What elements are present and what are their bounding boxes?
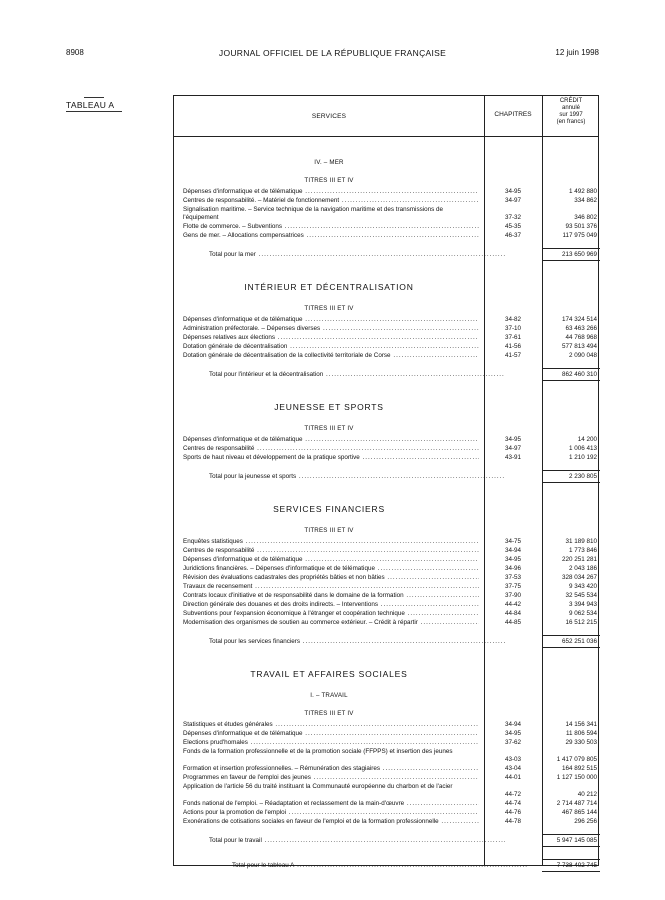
total-rule	[542, 635, 600, 636]
total-label: Total pour la jeunesse et sports .....	[209, 473, 505, 481]
row-label: Exonérations de cotisations sociales en faveur de l'emploi et de la formation professionnelle .....	[183, 818, 479, 826]
chapter-code: 46-37	[504, 232, 522, 239]
chapter-code: 44-72	[504, 791, 522, 798]
column-header-chapitres: CHAPITRES	[494, 111, 532, 118]
row-label: Sports de haut niveau et développement de la pratique sportive .....	[183, 454, 479, 462]
row-label: Travaux de recensement .....	[183, 583, 479, 591]
row-label: Centres de responsabilité. – Matériel de fonctionnement .....	[183, 197, 479, 205]
total-rule	[542, 859, 600, 860]
chapter-code: 34-75	[504, 538, 522, 545]
credit-amount: 213 650 969	[561, 251, 597, 258]
section-heading: INTÉRIEUR ET DÉCENTRALISATION	[244, 282, 414, 292]
total-rule	[542, 260, 600, 261]
chapter-code: 37-90	[504, 592, 522, 599]
credit-amount: 29 330 503	[565, 739, 597, 746]
total-rule	[542, 368, 600, 369]
chapter-code: 34-95	[504, 188, 522, 195]
chapter-code: 44-85	[504, 619, 522, 626]
credit-amount: 3 394 943	[568, 601, 597, 608]
total-rule	[542, 846, 600, 847]
section-subheading: TITRES III ET IV	[304, 177, 354, 184]
credit-amount: 174 324 514	[561, 316, 597, 323]
row-label: Programmes en faveur de l'emploi des jeunes .....	[183, 774, 479, 782]
total-label: Total pour l'intérieur et la décentralisation .....	[209, 371, 505, 379]
row-label: Dépenses d'informatique et de télématique .....	[183, 436, 479, 444]
total-rule	[542, 647, 600, 648]
chapter-code: 34-97	[504, 445, 522, 452]
section-heading: JEUNESSE ET SPORTS	[274, 402, 384, 412]
section-subheading: TITRES III ET IV	[304, 527, 354, 534]
credit-amount: 32 545 534	[565, 592, 597, 599]
credit-amount: 63 463 266	[565, 325, 597, 332]
journal-title: JOURNAL OFFICIEL DE LA RÉPUBLIQUE FRANÇAISE	[218, 48, 447, 58]
chapter-code: 43-04	[504, 765, 522, 772]
credit-amount: 1 210 192	[568, 454, 597, 461]
chapter-code: 34-95	[504, 730, 522, 737]
chapter-code: 44-78	[504, 818, 522, 825]
row-label: Actions pour la promotion de l'emploi .....	[183, 809, 479, 817]
credit-amount: 296 256	[574, 818, 597, 825]
credit-amount: 2 714 487 714	[556, 800, 597, 807]
chapter-code: 43-03	[504, 756, 522, 763]
credit-amount: 14 200	[577, 436, 597, 443]
row-label: Centres de responsabilité .....	[183, 445, 479, 453]
row-label: Juridictions financières. – Dépenses d'informatique et de télématique .....	[183, 565, 479, 573]
credit-amount: 11 806 594	[565, 730, 597, 737]
section-subheading: TITRES III ET IV	[304, 710, 354, 717]
credit-amount: 16 512 215	[565, 619, 597, 626]
chapter-code: 34-95	[504, 436, 522, 443]
row-label: Dépenses d'informatique et de télématique .....	[183, 730, 479, 738]
row-label: Fonds national de l'emploi. – Réadaptation et reclassement de la main-d'œuvre .....	[183, 800, 479, 808]
total-label: Total pour la mer .....	[209, 251, 505, 259]
credit-amount: 9 062 534	[568, 610, 597, 617]
credit-amount: 44 768 968	[565, 334, 597, 341]
chapter-code: 34-94	[504, 547, 522, 554]
chapter-code: 37-62	[504, 739, 522, 746]
credit-amount: 1 417 079 805	[556, 756, 597, 763]
row-label: Flotte de commerce. – Subventions .....	[183, 223, 479, 231]
row-label: Dotation générale de décentralisation .....	[183, 343, 479, 351]
row-label: Dépenses relatives aux élections .....	[183, 334, 479, 342]
credit-amount: 1 127 150 000	[556, 774, 597, 781]
total-rule	[542, 248, 600, 249]
chapter-code: 44-84	[504, 610, 522, 617]
total-rule	[542, 380, 600, 381]
row-label: Gens de mer. – Allocations compensatrices .....	[183, 232, 479, 240]
credit-amount: 1 773 846	[568, 547, 597, 554]
row-label: Élections prud'homales .....	[183, 739, 479, 747]
row-label: Dotation générale de décentralisation de la collectivité territoriale de Corse .....	[183, 352, 479, 360]
credit-amount: 93 501 376	[565, 223, 597, 230]
row-label: Centres de responsabilité .....	[183, 547, 479, 555]
chapter-code: 34-97	[504, 197, 522, 204]
chapter-code: 37-75	[504, 583, 522, 590]
header-rule	[174, 136, 598, 137]
chapter-code: 45-35	[504, 223, 522, 230]
chapter-code: 43-91	[504, 454, 522, 461]
credit-amount: 652 251 036	[561, 638, 597, 645]
chapter-code: 41-56	[504, 343, 522, 350]
page-number: 8908	[66, 48, 84, 57]
column-header-credit: CRÉDIT annulé sur 1997 (en francs)	[556, 98, 586, 125]
chapter-code: 44-42	[504, 601, 522, 608]
label-rule	[84, 97, 104, 98]
credit-amount: 1 492 880	[568, 188, 597, 195]
credit-amount: 9 343 420	[568, 583, 597, 590]
credit-amount: 2 043 186	[568, 565, 597, 572]
credit-amount: 40 212	[577, 791, 597, 798]
chapter-code: 37-53	[504, 574, 522, 581]
row-label: Subventions pour l'expansion économique à l'étranger et coopération technique .....	[183, 610, 479, 618]
total-rule	[542, 482, 600, 483]
credit-amount: 2 090 048	[568, 352, 597, 359]
total-label: Total pour le travail .....	[209, 837, 505, 845]
credit-amount: 31 189 810	[565, 538, 597, 545]
total-rule	[542, 834, 600, 835]
credit-amount: 1 006 413	[568, 445, 597, 452]
chapter-code: 34-94	[504, 721, 522, 728]
publication-date: 12 juin 1998	[555, 48, 599, 57]
credit-amount: 346 802	[574, 214, 597, 221]
chapter-code: 34-82	[504, 316, 522, 323]
row-label: Enquêtes statistiques .....	[183, 538, 479, 546]
row-label: Statistiques et études générales .....	[183, 721, 479, 729]
row-label: Formation et insertion professionnelles. – Rémunération des stagiaires .....	[183, 765, 479, 773]
total-label: Total pour les services financiers .....	[209, 638, 505, 646]
credit-amount: 220 251 281	[561, 556, 597, 563]
row-label: Dépenses d'informatique et de télématique .....	[183, 556, 479, 564]
section-subheading: IV. – MER	[314, 159, 344, 166]
total-rule	[542, 470, 600, 471]
row-label: Dépenses d'informatique et de télématique .....	[183, 188, 479, 196]
section-subheading: I. – TRAVAIL	[310, 692, 348, 699]
section-subheading: TITRES III ET IV	[304, 305, 354, 312]
row-label: Modernisation des organismes de soutien au commerce extérieur. – Crédit à répartir .....	[183, 619, 479, 627]
total-label: Total pour le tableau A .....	[232, 862, 528, 870]
row-label: Signalisation maritime. – Service technique de la navigation maritime et des transmissions de l'équipement	[183, 206, 444, 221]
credit-amount: 14 156 341	[565, 721, 597, 728]
row-label: Contrats locaux d'initiative et de responsabilité dans le domaine de la formation .....	[183, 592, 479, 600]
credit-amount: 2 230 805	[568, 473, 597, 480]
credit-amount: 862 460 310	[561, 371, 597, 378]
chapter-code: 41-57	[504, 352, 522, 359]
budget-table	[173, 95, 599, 869]
credit-amount: 334 862	[574, 197, 597, 204]
row-label: Dépenses d'informatique et de télématique .....	[183, 316, 479, 324]
credit-amount: 328 034 267	[561, 574, 597, 581]
chapter-code: 37-32	[504, 214, 522, 221]
total-rule	[542, 871, 600, 872]
column-header-services: SERVICES	[311, 113, 347, 120]
table-label: TABLEAU A	[66, 100, 115, 110]
credit-amount: 7 738 402 745	[556, 862, 597, 869]
credit-amount: 164 892 515	[561, 765, 597, 772]
credit-amount: 577 813 494	[561, 343, 597, 350]
chapter-code: 37-61	[504, 334, 522, 341]
chapter-code: 34-96	[504, 565, 522, 572]
credit-amount: 467 865 144	[561, 809, 597, 816]
credit-amount: 117 975 049	[562, 232, 597, 239]
row-label: Révision des évaluations cadastrales des propriétés bâties et non bâties .....	[183, 574, 479, 582]
row-label: Fonds de la formation professionnelle et de la promotion sociale (FFPPS) et insertion des jeunes	[183, 748, 453, 755]
chapter-code: 44-76	[504, 809, 522, 816]
row-label: Administration préfectorale. – Dépenses diverses .....	[183, 325, 479, 333]
row-label: Direction générale des douanes et des droits indirects. – Interventions .....	[183, 601, 479, 609]
section-heading: SERVICES FINANCIERS	[273, 504, 385, 514]
chapter-code: 37-10	[504, 325, 522, 332]
section-heading: TRAVAIL ET AFFAIRES SOCIALES	[250, 669, 408, 679]
credit-amount: 5 947 145 085	[556, 837, 597, 844]
chapter-code: 44-74	[504, 800, 522, 807]
section-subheading: TITRES III ET IV	[304, 425, 354, 432]
row-label: Application de l'article 56 du traité instituant la Communauté européenne du charbon et de l'acier	[183, 783, 453, 790]
chapter-code: 44-01	[504, 774, 522, 781]
chapter-code: 34-95	[504, 556, 522, 563]
